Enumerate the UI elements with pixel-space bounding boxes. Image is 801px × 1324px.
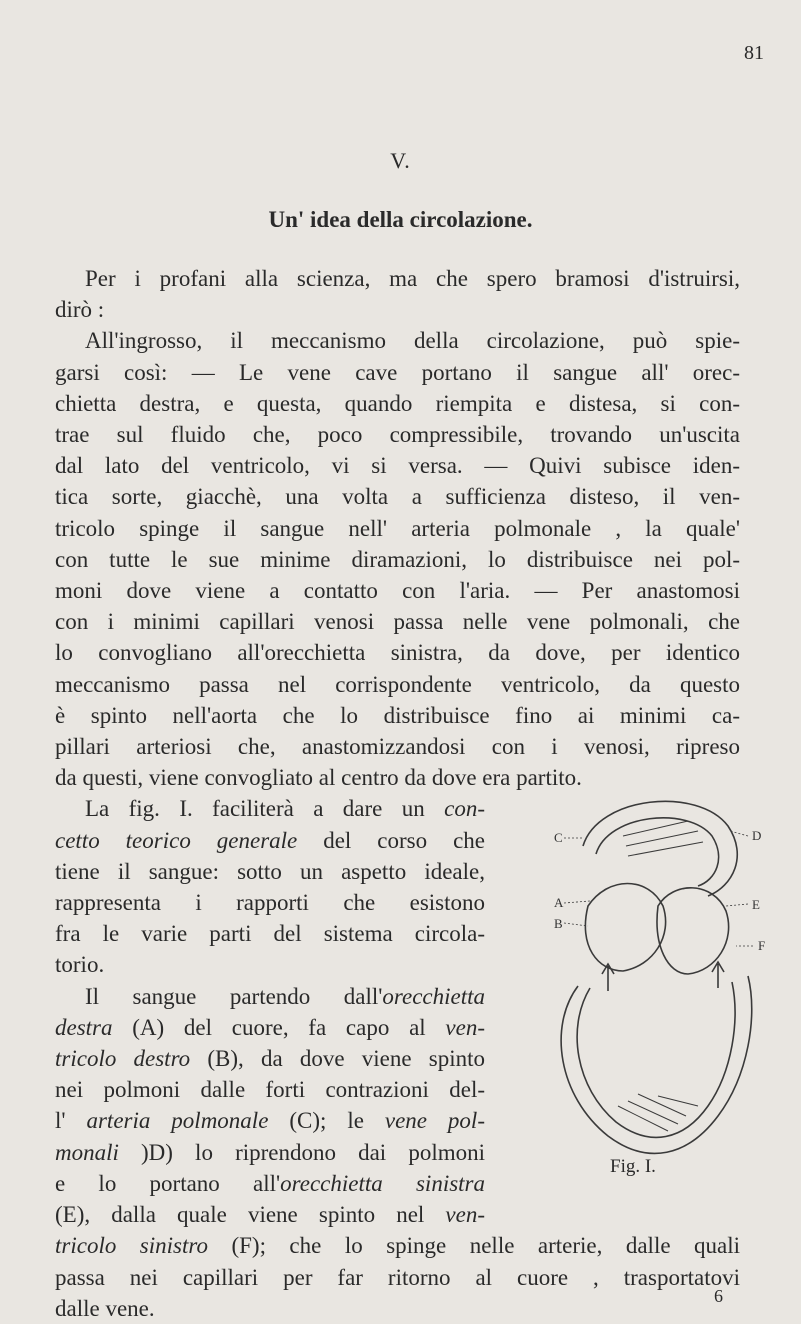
text-line: torio. [55,952,105,978]
italic-run: monali [55,1139,119,1165]
chapter-number: V. [390,148,411,173]
paragraph-2 [55,325,740,793]
section-title: Un' idea della circolazione. [268,207,533,232]
text-run: (A) del cuore, fa capo al [112,1014,446,1040]
text-line: tiene il sangue: sotto un aspetto ideale, [55,858,485,884]
text-run: l' [55,1108,87,1134]
text-line [55,1199,485,1230]
text-line [55,825,485,856]
text-line: Per i profani alla scienza, ma che spero bramosi d'istruirsi, [85,266,740,291]
lung-loop-outer [583,801,737,896]
text-line: moni dove viene a contatto con l'aria. — Per anastomosi [55,578,740,604]
right-chambers [585,884,665,972]
text-line: dirò : [55,297,105,323]
italic-run: orecchietta sinistra [280,1170,485,1196]
text-run: (F); che lo spinge nelle arterie, dalle quali [207,1233,740,1259]
italic-run: tricolo sinistro [55,1233,208,1259]
circulation-diagram [561,801,753,1153]
leader-lines [564,831,753,946]
arrow-up-left [602,964,614,991]
text-line: da questi, viene convogliato al centro da dove era partito. [55,765,582,791]
outer-loop [561,976,752,1153]
paragraph-4 [55,981,485,1231]
italic-run: destra [55,1014,113,1040]
text-line [55,1168,485,1199]
text-run: )D) lo riprendono dai polmoni [118,1139,485,1165]
signature-mark: 6 [714,1286,723,1306]
hatching [618,1094,698,1131]
figure-caption: Fig. I. [610,1156,656,1177]
italic-run: ven- [445,1014,485,1040]
italic-run: ven- [445,1202,485,1228]
text-run: (E), dalla quale viene spinto nel [55,1202,446,1228]
page-number: 81 [744,42,764,64]
paragraph-1 [55,263,740,325]
heart-diagram-figure [458,776,788,1166]
italic-run: cetto teorico generale [55,827,298,853]
text-line [55,1105,485,1136]
text-line: tica sorte, giacchè, una volta a sufficienza disteso, il ven- [55,484,740,510]
text-line: pillari arteriosi che, anastomizzandosi con i venosi, ripreso [55,734,740,760]
text-line: chietta destra, e questa, quando riempita e distesa, si con- [55,390,740,416]
text-run: (C); le [268,1108,385,1134]
arrow-up-right [712,962,724,988]
italic-run: tricolo destro [55,1046,191,1072]
italic-run: orecchietta [382,983,485,1009]
text-line: con tutte le sue minime diramazioni, lo distribuisce nei pol- [55,546,740,572]
italic-run: con- [444,796,485,822]
text-line: tricolo spinge il sangue nell' arteria polmonale , la quale' [55,515,740,541]
text-line: è spinto nell'aorta che lo distribuisce fino ai minimi ca- [55,702,740,728]
label-f: F [758,938,766,953]
label-e: E [752,897,760,912]
paragraph-4-continued [55,1230,740,1324]
text-line: dalle vene. [55,1295,155,1321]
text-line [55,1230,740,1261]
text-line [55,1043,485,1074]
paragraph-3 [55,793,485,980]
text-run: del corso che [297,827,485,853]
text-line [55,981,485,1012]
text-line [55,1012,485,1043]
text-line: dal lato del ventricolo, vi si versa. — Quivi subisce iden- [55,453,740,479]
text-run: (B), da dove viene spinto [190,1046,485,1072]
text-run: e lo portano all' [55,1170,281,1196]
text-line: garsi così: — Le vene cave portano il sangue all' orec- [55,359,740,385]
text-line: trae sul fluido che, poco compressibile, trovando un'uscita [55,422,740,448]
hatching-top [623,821,703,856]
italic-run: vene pol- [384,1108,485,1134]
text-line: rappresenta i rapporti che esistono [55,890,485,916]
label-b: B [554,916,563,931]
text-line: All'ingrosso, il meccanismo della circolazione, può spie- [85,328,740,354]
text-run: La fig. I. faciliterà a dare un [85,796,445,822]
text-line: con i minimi capillari venosi passa nelle vene polmonali, che [55,609,740,635]
text-line: nei polmoni dalle forti contrazioni del- [55,1077,485,1103]
text-line: lo convogliano all'orecchietta sinistra, da dove, per identico [55,640,740,666]
text-run: Il sangue partendo dall' [85,983,383,1009]
text-line: passa nei capillari per far ritorno al cuore , trasportatovi [55,1264,740,1290]
text-line: meccanismo passa nel corrispondente ventricolo, da questo [55,671,740,697]
text-line [55,793,485,824]
text-line [55,1137,485,1168]
label-c: C [554,830,563,845]
text-line: fra le varie parti del sistema circola- [55,921,485,947]
italic-run: arteria polmonale [86,1108,269,1134]
label-a: A [554,895,564,910]
label-d: D [752,828,762,843]
